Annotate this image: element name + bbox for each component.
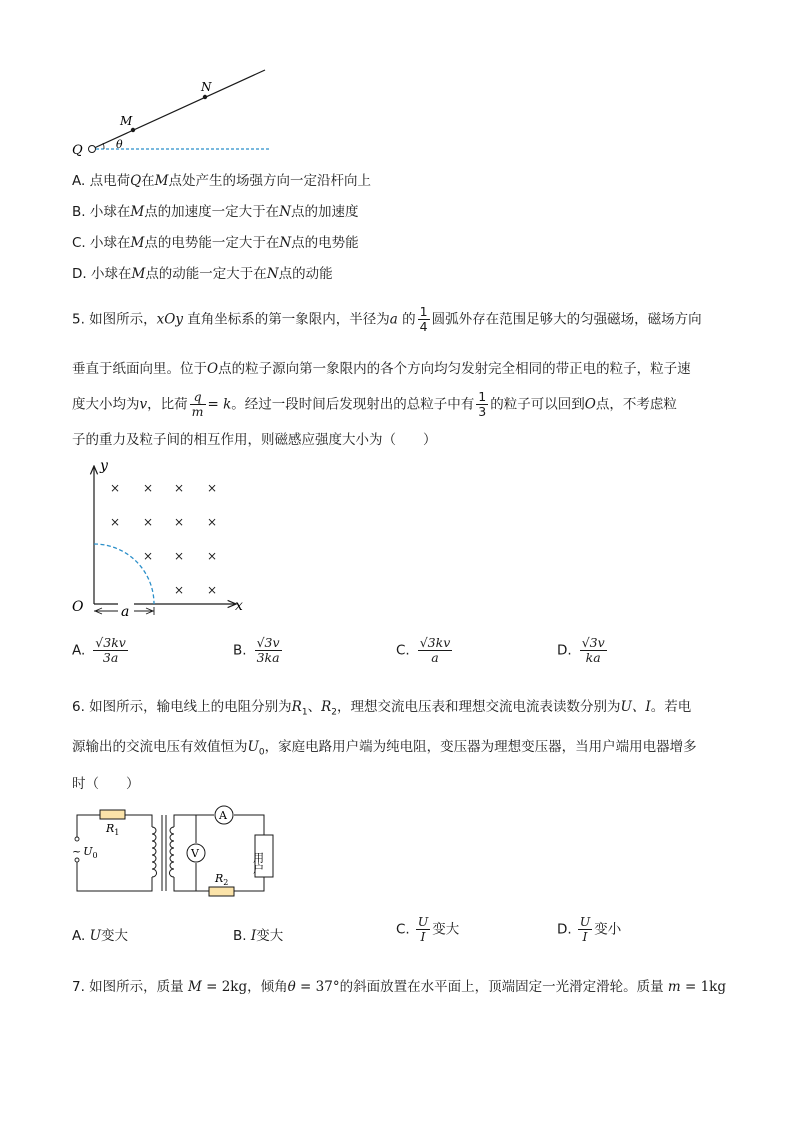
field-cross: × bbox=[174, 515, 185, 529]
label-y: y bbox=[100, 458, 108, 474]
field-cross: × bbox=[174, 549, 185, 563]
q6-option-c: C. $\frac{U}{I}$ 变大 bbox=[396, 914, 460, 944]
secondary-coil bbox=[169, 827, 174, 877]
field-cross: × bbox=[143, 515, 154, 529]
q5-line-2: 垂直于纸面向里。位于O点的粒子源向第一象限内的各个方向均匀发射完全相同的带正电的粒子，粒子速 bbox=[72, 361, 691, 377]
q4-option-b: B. 小球在M点的加速度一定大于在N点的加速度 bbox=[72, 204, 359, 220]
label-q: Q bbox=[72, 143, 83, 158]
field-cross: × bbox=[110, 481, 121, 495]
field-cross: × bbox=[207, 515, 218, 529]
resistor-r1 bbox=[100, 810, 125, 819]
q4-option-d: D. 小球在M点的动能一定大于在N点的动能 bbox=[72, 266, 333, 282]
q5-option-c: C. $\frac{√3kv}{a}$ bbox=[396, 635, 451, 665]
label-source: ~ $U_0$ bbox=[72, 845, 98, 860]
q4-option-c: C. 小球在M点的电势能一定大于在N点的电势能 bbox=[72, 235, 359, 251]
field-cross: × bbox=[143, 549, 154, 563]
label-user: 用户 bbox=[251, 852, 265, 874]
point-n-dot bbox=[203, 95, 207, 99]
secondary-wire-bottom-right bbox=[234, 877, 264, 891]
secondary-wire-bottom bbox=[174, 877, 209, 891]
q6-line-2: 源输出的交流电压有效值恒为$U_0$，家庭电路用户端为纯电阻，变压器为理想变压器，当用户端用电器增多 bbox=[72, 739, 697, 758]
field-cross: × bbox=[174, 583, 185, 597]
q6-figure bbox=[68, 805, 283, 900]
q7-line-1: 7. 如图所示，质量 M = 2kg，倾角θ = 37°的斜面放置在水平面上，顶端固定一光滑定滑轮。质量 m = 1kg bbox=[72, 979, 726, 995]
label-theta: θ bbox=[116, 138, 123, 151]
q6-option-b: B. I变大 bbox=[233, 928, 284, 944]
label-r1: $R_1$ bbox=[106, 822, 120, 837]
secondary-wire-top bbox=[174, 815, 214, 827]
label-ammeter: A bbox=[219, 809, 227, 822]
q5-line-3: 度大小均为v，比荷 $\frac{q}{m}$ = k。经过一段时间后发现射出的总粒子中有 $\frac{1}{3}$ 的粒子可以回到O点，不考虑粒 bbox=[72, 389, 677, 419]
field-cross: × bbox=[143, 481, 154, 495]
q6-option-d: D. $\frac{U}{I}$ 变小 bbox=[557, 914, 622, 944]
primary-coil bbox=[152, 827, 157, 877]
charge-q-circle bbox=[89, 146, 96, 153]
q5-option-a: A. $\frac{√3kv}{3a}$ bbox=[72, 635, 126, 665]
q5-line-4: 子的重力及粒子间的相互作用，则磁感应强度大小为（ ） bbox=[72, 432, 437, 448]
q4-option-a: A. 点电荷Q在M点处产生的场强方向一定沿杆向上 bbox=[72, 173, 371, 189]
field-cross: × bbox=[207, 583, 218, 597]
label-x: x bbox=[235, 598, 243, 614]
resistor-r2 bbox=[209, 887, 234, 896]
q4-figure bbox=[70, 60, 280, 160]
label-r2: $R_2$ bbox=[215, 872, 229, 887]
q6-line-3: 时（ ） bbox=[72, 776, 140, 792]
q6-line-1: 6. 如图所示，输电线上的电阻分别为$R_1$、$R_2$，理想交流电压表和理想交流电流表读数分别为U、I。若电 bbox=[72, 699, 692, 718]
source-terminal-bottom bbox=[75, 858, 79, 862]
field-cross: × bbox=[207, 481, 218, 495]
q5-line-1: 5. 如图所示，xOy 直角坐标系的第一象限内，半径为a 的 $\frac{1}{4}$ 圆弧外存在范围足够大的匀强磁场，磁场方向 bbox=[72, 304, 702, 334]
field-cross: × bbox=[110, 515, 121, 529]
field-cross: × bbox=[174, 481, 185, 495]
label-voltmeter: V bbox=[191, 847, 199, 860]
label-a: a bbox=[121, 604, 130, 620]
label-o: O bbox=[72, 599, 84, 615]
q5-option-b: B. $\frac{√3v}{3ka}$ bbox=[233, 635, 280, 665]
q6-option-a: A. U变大 bbox=[72, 928, 128, 944]
field-cross: × bbox=[207, 549, 218, 563]
secondary-wire-top-right bbox=[234, 815, 264, 835]
primary-wire-top-right bbox=[125, 815, 152, 827]
label-n: N bbox=[201, 80, 212, 94]
label-m: M bbox=[120, 114, 133, 128]
source-terminal-top bbox=[75, 837, 79, 841]
primary-wire-top bbox=[77, 815, 100, 837]
primary-wire-bottom bbox=[77, 860, 152, 891]
magnetic-field-crosses bbox=[110, 481, 217, 597]
q5-option-d: D. $\frac{√3v}{ka}$ bbox=[557, 635, 605, 665]
point-m-dot bbox=[131, 128, 135, 132]
q5-figure bbox=[68, 458, 258, 623]
